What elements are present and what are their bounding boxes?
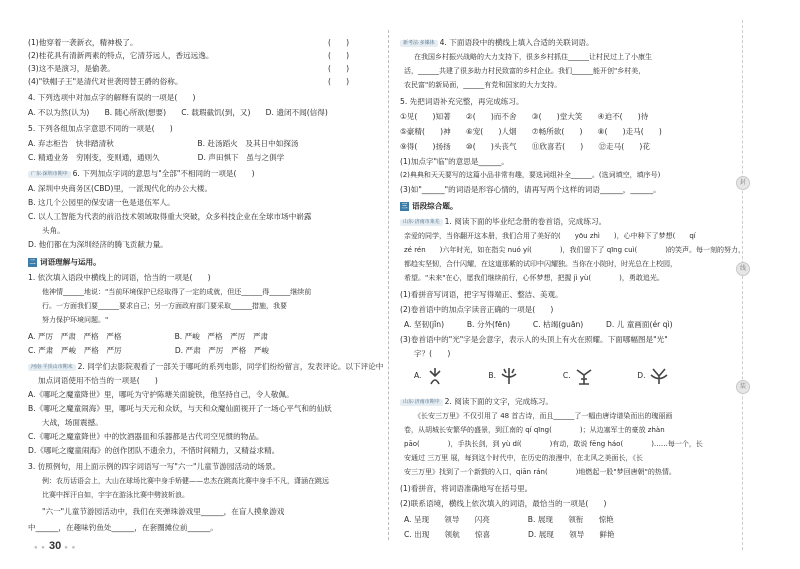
region-tag: 河南·平顶山市期末 [28,364,76,371]
glyph-option-b[interactable]: B. [488,366,560,386]
vocab-q1-text1: 他神情______地说："当前环境保护已经取得了一定的成就，但还______得______继续前 [42,288,312,296]
right-q4-text1: 在我国乡村振兴战略的大力支持下，很多乡村抓住______让村民过上了小康生 [414,53,652,61]
region-tag: 广东·深圳市期中 [28,171,71,178]
glyph-option-d[interactable]: D. [637,366,709,386]
vocab-q2-bopt2: 大战，场面震撼。 [42,418,103,427]
binding-mark: 装 [736,380,750,394]
section-heading-passage: 三 语段综合题。 [401,201,458,211]
vocab-q3-fill2: 中______，在趣味钓鱼处______，在套圈摊位前______。 [28,523,218,532]
passage-q2-text5: 安三万里》找到了一个新鼓的入口，qiān rán( )地燃起一股"梦回唐朝"的热情。 [404,468,676,476]
glyph-option-c[interactable]: C. [563,366,635,386]
question-6-a: A. 深圳中央商务区(CBD)里，一派现代化的办公大楼。 [28,184,213,193]
vocab-q1-ab: A. 严厉 严肃 严格 严格 B. 严峻 严格 严厉 严肃 [28,332,269,341]
question-6: 广东·深圳市期中 6. 下列加点字词的意思与"全部"不相同的一项是( ) [28,170,255,178]
passage-q2-sub2: (2)联系语境，横线上依次填入的词语，最恰当的一项是( ) [400,499,607,508]
passage-q2-sub1: (1)看拼音，将词语准确地写在括号里。 [400,484,533,493]
question-5-option-cd: C. 精通业务 穷刚变，变则通，通则久 D. 声田惧下 虽与之俱学 [28,153,285,162]
passage-q2-text2: 卷，从胡城长安繁华的盛景，到江南的 qí qīng( )；从边塞军士的豪放 zhàn [404,426,665,434]
passage-q2: 山东·济南市期中 2. 阅读下面的文字，完成练习。 [400,398,553,406]
vocab-q3-fill1: "六一"儿童节游园活动中，我们在夹弹珠游戏里______，在盲人摸象游戏 [42,507,285,516]
question-6-b: B. 这几个公园里的保安诸一色是退伍军人。 [28,198,175,207]
worksheet-page: (1)他穿着一袭新衣，精神极了。 (2)桂花具有清新两素的特点，它清芬远人，香远远逸。 (3)这不是演习，是偷袭。 (4)"铁帽子王"是清代对世袭罔替王爵的俗称。 ( ) ( ) ( ) ( ) 4. 下列选项中对加点字的解释有误的一项是( ) A. 不以为然(认为) B. 随心所欲(想要) C. 载瑕截饥(到，又) D. 遗闭不闻(信得) 5. 下列各组加点字意思不同的一项是( ) A. 弃志柜告 快非踏清秋 B. 赴汤蹈火 及其日中如探汤 C. 精通业务 穷刚变，变则通，通则久 D. 声田惧下 虽与之俱学 广东·深圳市期中 6. 下列加点字词的意思与"全部"不相同的一项是( ) A. 深圳中央商务区(CBD)里，一派现代化的办公大楼。 B. 这几个公园里的保安诸一色是退伍军人。 C. 以人工智能为代表的前沿技术领域取得重大突破，众多科技企业在全球市场中崭露 头角。 D. 他们都在为深圳经济的腾飞贡献力量。 二 词语理解与运用。 1. 依次填入语段中横线上的词语，恰当的一项是( ) 他神情______地说："当前环境保护已经取得了一定的成就，但还______得______继续前 行。一方面我们要______要求自己；另一方面政府部门要采取______措施，我要 努力保护环境问题。" A. 严厉 严肃 严格 严格 B. 严峻 严格 严厉 严肃 C. 严肃 严峻 严格 严厉 D. 严肃 严厉 严格 严峻 河南·平顶山市期末 2. 同学们去影院观看了一部关于哪吒的系列电影，同学们纷纷留言，发表评论。以下评论中 加点词语使用不恰当的一项是( ) A.《哪吒之魔童降世》里，哪吒为守护陈塘关面貌铁，他坚持自己，令人敬佩。 B.《哪吒之魔童闹海》里，哪吒与天元和众妖，与天和众魔仙面视开了一场心平气和的仙妖 大战，场面震撼。 C.《哪吒之魔童降世》中的饮酒器皿和乐器都是古代司空见惯的物品。 D.《哪吒之魔童闹海》的创作团队不遗余力，不惜时间精力，又精益求精。 3. 仿照例句，用上面示例的四字词语写一写"六一"儿童节游园活动的场景。 例：农历话语会上，大山在球场比赛中身手矫健——忠杰在跳高比赛中身手不凡，潇涵在跳远 比赛中挥汗自如，宇宇在游泳比赛中劈波斩浪。 "六一"儿童节游园活动中，我们在夹弹珠游戏里______，在盲人摸象游戏 中______，在趣味钓鱼处______，在套圈摊位前______。 新考法·多媒体 4. 下面语段中的横线上填入合适的关联词语。 在我国乡村振兴战略的大力支持下，很多乡村抓住______让村民过上了小康生 活，______共建了很多助力村民致富的乡村企业。我们______能开创"乡村美， 农民富"的新局面，______有党和国家的大力支持。 5. 先把词语补充完整，再完成练习。 ①见( )知著 ②( )而不舍 ③( )堂大笑 ④迫不( )待 ⑤豪精( )神 ⑥宠( )人烟 ⑦畅所欲( ) ⑧( )走马( ) ⑨得( )扬扬 ⑩( )头丧气 ⑪欣喜若( ) ⑫走马( )花 (1)加点字"临"的意思是______。 (2)典典和天天要写的这篇小品非常有趣，要选词组补全______。(选词填空，填序号) (3)如"______"的词语是形容心情的，请再写两个这样的词语______，______。 三 语段综合题。 山东·济南市莱芜 1. 阅读下面的毕业纪念册的卷首语，完成练习。 亲爱的同学，当你翻开这本册，我们合用了美好的( yōu zhì )，心中种下了梦想( qí zé rén )六年时光，如在指尖 nuó yí( )，我们留下了 qīng cuì( )的笑声。每一刻的努力， 都趋实坚韧，合什闪耀，在这道那紫的试印中闪耀独。当你在小院时，时光总在上校园， 希望。"未来"在心，愿我们继续前行，心怀梦想，把握 jì yù( )，勇敢追光。 (1)看拼音写词语，把字写得端正、整洁、美观。 (2)卷首语中的加点字读音正确的一项是( ) A. 坚韧(jǐn) B. 分外(fēn) C. 枯竭(guān) D. 儿 童画面(ér qì) (3)卷首语中的"光"字是会意字，表示人的头顶上有火在照耀。下面哪幅图是"光" 字？( ) A. B. C. D. 山东·济南市期中 2. 阅读下面的文字，完成练习。 《长安三万里》不仅引用了 48 首古诗，而且______了一幅由唐诗谱染而出的瑰丽画 卷，从胡城长安繁华的盛景，到江南的 qí qīng( )；从边塞军士的豪放 zhàn pāo( )，手执长剑，到 yù dí( )有动，敢说 fēng háo( )……每一个，长 安通过 三万里 展，每到这个时代中，在历史的浪漫中，在北风之美面长，《长 安三万里》找到了一个新鼓的入口，qiān rán( )地燃起一股"梦回唐朝"的热情。 (1)看拼音，将词语准确地写在括号里。 (2)联系语境，横线上依次填入的词语，最恰当的一项是( ) A. 呈现 领导 闪亮 B. 展现 领衔 惊艳 C. 出现 领航 惊喜 D. 展现 领导 鲜艳 封 线 装 ● ● 30 ● ● [0,0,800,569]
passage-q1-text1: 亲爱的同学，当你翻开这本册，我们合用了美好的( yōu zhì )，心中种下了梦想( qí [404,232,696,240]
passage-q1-sub3b: 字？( ) [414,349,451,358]
passage-q1-sub3: (3)卷首语中的"光"字是会意字，表示人的头顶上有火在照耀。下面哪幅图是"光" [400,335,668,344]
page-number: ● ● 30 ● ● [34,540,77,552]
glyph-options [414,366,709,386]
seal-glyph-icon [498,366,520,386]
vocab-q3: 3. 仿照例句，用上面示例的四字词语写一写"六一"儿童节游园活动的场景。 [28,462,281,471]
glyph-option-a[interactable]: A. [414,366,486,386]
right-q5-row1: ①见( )知著 ②( )而不舍 ③( )堂大笑 ④迫不( )待 [400,112,649,121]
passage-q2-cd: C. 出现 领航 惊喜 D. 展现 领导 鲜艳 [404,530,615,539]
binding-mark: 封 [736,176,750,190]
right-q5-sub1: (1)加点字"临"的意思是______。 [400,157,509,166]
passage-q1-text2: zé rén )六年时光，如在指尖 nuó yí( )，我们留下了 qīng cuì( )的笑声。每一刻的努力， [404,246,745,254]
seal-glyph-icon [573,366,595,386]
vocab-q1-text3: 努力保护环境问题。" [42,316,109,324]
right-q4-text2: 活，______共建了很多助力村民致富的乡村企业。我们______能开创"乡村美， [404,67,646,75]
right-q5-sub2: (2)典典和天天要写的这篇小品非常有趣，要选词组补全______。(选词填空，填序号) [400,171,661,179]
vocab-q2-a: A.《哪吒之魔童降世》里，哪吒为守护陈塘关面貌铁，他坚持自己，令人敬佩。 [28,390,294,399]
right-q5: 5. 先把词语补充完整，再完成练习。 [400,97,524,106]
region-tag: 新考法·多媒体 [400,40,438,47]
question-4-options: A. 不以为然(认为) B. 随心所欲(想要) C. 载瑕截饥(到，又) D. 遗闭不闻(信得) [28,108,328,117]
region-tag: 山东·济南市期中 [400,399,443,406]
section-marker-icon: 二 [29,259,36,266]
vocab-q2-b: 加点词语使用不恰当的一项是( ) [38,376,158,385]
passage-q2-text3: pāo( )，手执长剑，到 yù dí( )有动，敢说 fēng háo( )……每一个，长 [404,440,703,448]
passage-q1: 山东·济南市莱芜 1. 阅读下面的毕业纪念册的卷首语，完成练习。 [400,218,606,226]
vocab-q3-example2: 比赛中挥汗自如，宇宇在游泳比赛中劈波斩浪。 [42,491,189,499]
vocab-q1: 1. 依次填入语段中横线上的词语，恰当的一项是( ) [28,273,211,282]
right-q4: 新考法·多媒体 4. 下面语段中的横线上填入合适的关联词语。 [400,39,594,47]
passage-q1-sub1: (1)看拼音写词语，把字写得端正、整洁、美观。 [400,290,563,299]
passage-q2-text4: 安通过 三万里 展，每到这个时代中，在历史的浪漫中，在北风之美面长，《长 [404,454,643,462]
left-line-03: (3)这不是演习，是偷袭。 [28,64,115,73]
vocab-q2-c: C.《哪吒之魔童降世》中的饮酒器皿和乐器都是古代司空见惯的物品。 [28,432,264,441]
left-line-02: (2)桂花具有清新两素的特点，它清芬远人，香远远逸。 [28,51,214,60]
binding-line [742,20,743,550]
question-5-option-ab: A. 弃志柜告 快非踏清秋 B. 赴汤蹈火 及其日中如探汤 [28,139,299,148]
passage-q1-sub2: (2)卷首语中的加点字读音正确的一项是( ) [400,305,554,314]
question-4: 4. 下列选项中对加点字的解释有误的一项是( ) [28,93,196,102]
column-divider [388,30,389,540]
right-q5-sub3: (3)如"______"的词语是形容心情的，请再写两个这样的词语______，______。 [400,185,661,194]
seal-glyph-icon [424,366,446,386]
left-line-04: (4)"铁帽子王"是清代对世袭罔替王爵的俗称。 [28,77,183,86]
passage-q2-ab: A. 呈现 领导 闪亮 B. 展现 领衔 惊艳 [404,515,614,524]
right-q5-row2: ⑤豪精( )神 ⑥宠( )人烟 ⑦畅所欲( ) ⑧( )走马( ) [400,127,662,136]
right-q5-row3: ⑨得( )扬扬 ⑩( )头丧气 ⑪欣喜若( ) ⑫走马( )花 [400,142,650,151]
question-6-c2: 头角。 [42,226,65,235]
region-tag: 山东·济南市莱芜 [400,219,443,226]
passage-q1-text4: 希望。"未来"在心，愿我们继续前行，心怀梦想，把握 jì yù( )，勇敢追光。 [404,274,664,282]
right-q4-text3: 农民富"的新局面，______有党和国家的大力支持。 [404,81,562,89]
left-line-01: (1)他穿着一袭新衣，精神极了。 [28,38,138,47]
seal-glyph-icon [648,366,670,386]
vocab-q2-bopt: B.《哪吒之魔童闹海》里，哪吒与天元和众妖，与天和众魔仙面视开了一场心平气和的仙妖 [28,404,332,413]
vocab-q1-text2: 行。一方面我们要______要求自己；另一方面政府部门要采取______措施，我要 [42,302,287,310]
vocab-q2: 河南·平顶山市期末 2. 同学们去影院观看了一部关于哪吒的系列电影，同学们纷纷留言，发表评论。以下评论中 [28,363,383,371]
section-marker-icon: 三 [401,203,408,210]
question-6-c: C. 以人工智能为代表的前沿技术领域取得重大突破，众多科技企业在全球市场中崭露 [28,212,312,221]
question-5: 5. 下列各组加点字意思不同的一项是( ) [28,124,173,133]
section-heading-vocab: 二 词语理解与运用。 [29,257,101,267]
passage-q1-sub2-options: A. 坚韧(jǐn) B. 分外(fēn) C. 枯竭(guān) D. 儿 童画面(ér qì) [404,320,673,329]
binding-mark: 线 [736,262,750,276]
passage-q2-text1: 《长安三万里》不仅引用了 48 首古诗，而且______了一幅由唐诗谱染而出的瑰丽画 [414,412,673,420]
vocab-q3-example1: 例：农历话语会上，大山在球场比赛中身手矫健——忠杰在跳高比赛中身手不凡，潇涵在跳远 [42,477,329,485]
vocab-q2-d: D.《哪吒之魔童闹海》的创作团队不遗余力，不惜时间精力，又精益求精。 [28,446,280,455]
vocab-q1-cd: C. 严肃 严峻 严格 严厉 D. 严肃 严厉 严格 严峻 [28,346,270,355]
passage-q1-text3: 都趋实坚韧，合什闪耀，在这道那紫的试印中闪耀独。当你在小院时，时光总在上校园， [404,260,677,268]
question-6-d: D. 他们都在为深圳经济的腾飞贡献力量。 [28,240,168,249]
